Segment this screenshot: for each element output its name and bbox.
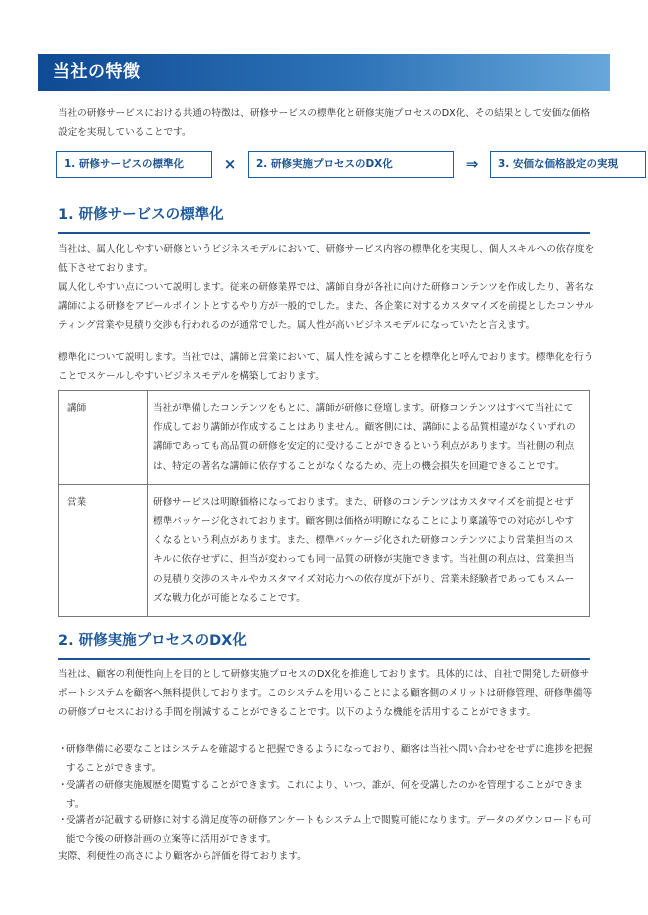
- bullet-text-1: 研修準備に必要なことはシステムを確認すると把握できるようになっており、顧客は当社へ問い合わせをせずに進捗を把握することができます。: [66, 744, 593, 775]
- flow-step-pricing: 3. 安価な価格設定の実現: [490, 151, 646, 178]
- list-item: [58, 811, 596, 849]
- bullet-mark: ・: [58, 780, 68, 791]
- bullet-text-2: 受講者の研修実施履歴を閲覧することができます。これにより、いつ、誰が、何を受講したのかを管理することができます。: [66, 780, 583, 811]
- times-operator: ×: [223, 155, 237, 173]
- bullet-mark: ・: [58, 815, 68, 826]
- section1-paragraph-1: 当社は、属人化しやすい研修というビジネスモデルにおいて、研修サービス内容の標準化を実現し、個人スキルへの依存度を低下させております。: [58, 244, 595, 275]
- standardization-table: [58, 390, 590, 617]
- section2-heading: 2. 研修実施プロセスのDX化: [58, 631, 590, 660]
- list-item: [58, 776, 596, 814]
- flow-step-standardization: 1. 研修サービスの標準化: [56, 151, 212, 178]
- row-text-sales: 研修サービスは明瞭価格になっております。また、研修のコンテンツはカスタマイズを前提とせず標準パッケージ化されております。顧客側は価格が明瞭になることにより稟議等での対応がしやすくなるという利点があります。また、標準パッケージ化された研修コンテンツにより営業担当のスキルに依存せずに、担当が変わっても同一品質の研修が実施できます。当社側の利点は、営業担当の見積り交渉のスキルやカスタマイズ対応力への依存度が下がり、営業未経験者であってもスムーズな戦力化が可能となることです。: [148, 484, 590, 616]
- bullet-mark: ・: [58, 744, 68, 755]
- section1-paragraph-3: 標準化について説明します。当社では、講師と営業において、属人性を減らすことを標準化と呼んでおります。標準化を行うことでスケールしやすいビジネスモデルを構築しております。: [58, 352, 594, 383]
- page-title-banner: [38, 54, 610, 91]
- list-item: [58, 740, 596, 778]
- section1-heading: 1. 研修サービスの標準化: [58, 205, 590, 234]
- table-row: [59, 391, 590, 485]
- bullet-text-3: 受講者が記載する研修に対する満足度等の研修アンケートもシステム上で閲覧可能になります。データのダウンロードも可能で今後の研修計画の立案等に活用ができます。: [66, 815, 592, 846]
- table-row: [59, 484, 590, 616]
- row-label-instructor: 講師: [59, 391, 148, 485]
- intro-paragraph: 当社の研修サービスにおける共通の特徴は、研修サービスの標準化と研修実施プロセスのDX化、その結果として安価な価格設定を実現していることです。: [58, 108, 591, 139]
- feature-flow: [56, 151, 618, 178]
- section1-paragraph-2: 属人化しやすい点について説明します。従来の研修業界では、講師自身が各社に向けた研修コンテンツを作成したり、著名な講師による研修をアピールポイントとするやり方が一般的でした。また、各企業に対するカスタマイズを前提としたコンサルティング営業や見積り交渉も行われるのが通常でした。属人性が高いビジネスモデルになっていたと言えます。: [58, 282, 594, 332]
- row-label-sales: 営業: [59, 484, 148, 616]
- flow-step-dx: 2. 研修実施プロセスのDX化: [248, 151, 454, 178]
- implies-arrow-icon: ⇒: [465, 155, 479, 173]
- section2-paragraph-1: 当社は、顧客の利便性向上を目的として研修実施プロセスのDX化を推進しております。具体的には、自社で開発した研修サポートシステムを顧客へ無料提供しております。このシステムを用いることによる顧客側のメリットは研修管理、研修準備等の研修プロセスにおける手間を削減することができることです。以下のような機能を活用することができます。: [58, 669, 593, 719]
- section2-closing: 実際、利便性の高さにより顧客から評価を得ております。: [58, 851, 307, 862]
- row-text-instructor: 当社が準備したコンテンツをもとに、講師が研修に登壇します。研修コンテンツはすべて当社にて作成しており講師が作成することはありません。顧客側には、講師による品質相違がなくいずれの講師であっても高品質の研修を安定的に受けることができるという利点があります。当社側の利点は、特定の著名な講師に依存することがなくなるため、売上の機会損失を回避できることです。: [148, 391, 590, 485]
- page-title: 当社の特徴: [53, 62, 141, 82]
